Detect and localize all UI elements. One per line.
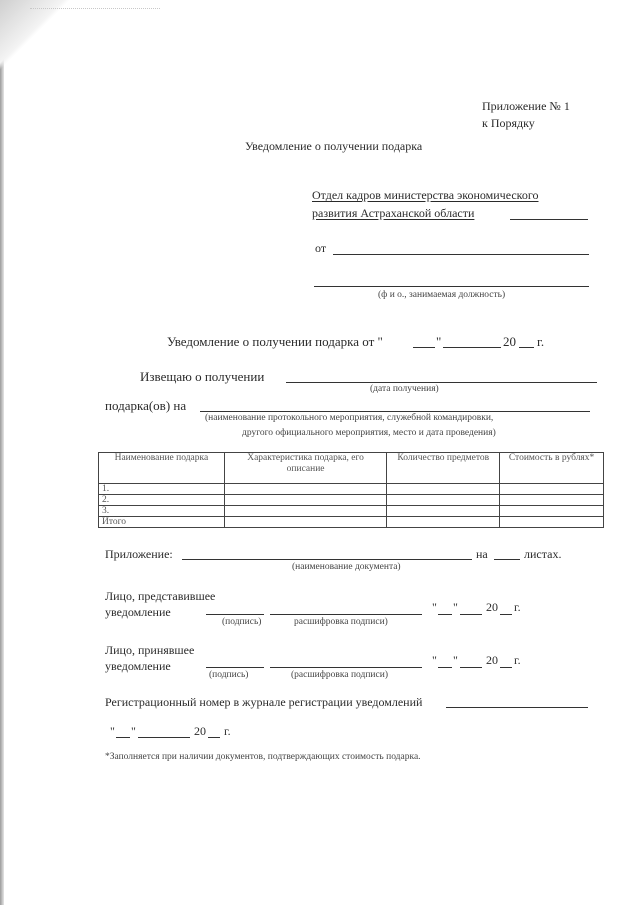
doc-title: Уведомление о получении подарка	[245, 139, 423, 153]
position-field[interactable]	[314, 286, 589, 287]
notice-year-prefix: 20	[503, 334, 516, 349]
recipient-line2: развития Астраханской области	[312, 206, 475, 220]
notice-year-field[interactable]	[519, 347, 534, 348]
acceptor-decode-field[interactable]	[270, 667, 422, 668]
event-field[interactable]	[200, 411, 590, 412]
notice-year-suffix: г.	[537, 334, 545, 349]
submitter-day-field[interactable]	[438, 614, 452, 615]
reg-date-close: "	[131, 724, 136, 738]
footnote: *Заполняется при наличии документов, подтверждающих стоимость подарка.	[105, 752, 421, 762]
col-header-cost: Стоимость в рублях*	[500, 453, 604, 484]
reg-year-field[interactable]	[208, 737, 220, 738]
appendix-line1: Приложение № 1	[482, 99, 570, 113]
scan-marks	[30, 8, 160, 23]
submitter-year: 20	[486, 600, 498, 614]
acceptor-month-field[interactable]	[460, 667, 482, 668]
row-label: 3.	[99, 506, 225, 517]
acceptor-date-close: "	[453, 653, 458, 667]
submitter-month-field[interactable]	[460, 614, 482, 615]
acceptor-g: г.	[514, 653, 521, 667]
receipt-label: Извещаю о получении	[140, 369, 265, 384]
attachment-label: Приложение:	[105, 547, 173, 561]
reg-g: г.	[224, 724, 231, 738]
submitter-decode-caption: расшифровка подписи)	[294, 617, 388, 627]
position-caption: (ф и о., занимаемая должность)	[378, 290, 506, 300]
gifts-on-label: подарка(ов) на	[105, 398, 187, 413]
receipt-caption: (дата получения)	[370, 384, 439, 394]
acceptor-decode-caption: (расшифровка подписи)	[291, 670, 388, 680]
table-total-row	[99, 517, 604, 528]
attachment-sheets-field[interactable]	[494, 559, 520, 560]
row-label: 2.	[99, 495, 225, 506]
gifts-table	[98, 452, 604, 528]
acceptor-line1: Лицо, принявшее	[105, 643, 195, 657]
table-cell[interactable]	[500, 517, 604, 528]
row-label: 1.	[99, 484, 225, 495]
submitter-year-field[interactable]	[500, 614, 512, 615]
table-row	[99, 506, 604, 517]
acceptor-year-field[interactable]	[500, 667, 512, 668]
reg-day-field[interactable]	[116, 737, 130, 738]
table-cell[interactable]	[387, 517, 500, 528]
notice-month-field[interactable]	[443, 347, 501, 348]
table-cell[interactable]	[224, 484, 387, 495]
acceptor-signature-caption: (подпись)	[209, 670, 249, 680]
notice-heading: Уведомление о получении подарка от "	[167, 334, 383, 349]
registration-number-field[interactable]	[446, 707, 588, 708]
acceptor-year: 20	[486, 653, 498, 667]
acceptor-line2: уведомление	[105, 659, 171, 673]
table-cell[interactable]	[387, 484, 500, 495]
event-caption-line1: (наименование протокольного мероприятия, служебной командировки,	[205, 413, 494, 423]
scan-edge	[0, 0, 4, 905]
recipient-line2-rest	[510, 219, 588, 220]
table-cell[interactable]	[387, 495, 500, 506]
from-field[interactable]	[333, 254, 589, 255]
notice-quote-close: "	[436, 334, 442, 349]
table-cell[interactable]	[500, 495, 604, 506]
acceptor-date-open: "	[432, 653, 437, 667]
recipient-line1: Отдел кадров министерства экономического	[312, 188, 539, 202]
table-cell[interactable]	[224, 506, 387, 517]
col-header-description: Характеристика подарка, его описание	[224, 453, 387, 484]
submitter-date-close: "	[453, 600, 458, 614]
submitter-signature-field[interactable]	[206, 614, 264, 615]
row-label: Итого	[99, 517, 225, 528]
acceptor-signature-field[interactable]	[206, 667, 264, 668]
submitter-signature-caption: (подпись)	[222, 617, 262, 627]
appendix-line2: к Порядку	[482, 116, 535, 130]
attachment-sheets: листах.	[524, 547, 562, 561]
event-caption-line2: другого официального мероприятия, место и дата проведения)	[242, 428, 496, 438]
reg-year: 20	[194, 724, 206, 738]
table-cell[interactable]	[500, 484, 604, 495]
submitter-line1: Лицо, представившее	[105, 589, 216, 603]
table-header-row	[99, 453, 604, 484]
acceptor-day-field[interactable]	[438, 667, 452, 668]
notice-day-field[interactable]	[413, 347, 435, 348]
table-row	[99, 484, 604, 495]
from-label: от	[315, 241, 327, 255]
table-cell[interactable]	[224, 517, 387, 528]
submitter-decode-field[interactable]	[270, 614, 422, 615]
reg-month-field[interactable]	[138, 737, 190, 738]
table-cell[interactable]	[224, 495, 387, 506]
attachment-field[interactable]	[182, 559, 472, 560]
submitter-date-open: "	[432, 600, 437, 614]
attachment-caption: (наименование документа)	[292, 562, 401, 572]
receipt-date-field[interactable]	[286, 382, 597, 383]
submitter-g: г.	[514, 600, 521, 614]
col-header-name: Наименование подарка	[99, 453, 225, 484]
reg-date-open: "	[110, 724, 115, 738]
table-cell[interactable]	[500, 506, 604, 517]
table-cell[interactable]	[387, 506, 500, 517]
attachment-on: на	[476, 547, 488, 561]
registration-label: Регистрационный номер в журнале регистрации уведомлений	[105, 695, 423, 709]
table-row	[99, 495, 604, 506]
col-header-quantity: Количество предметов	[387, 453, 500, 484]
submitter-line2: уведомление	[105, 605, 171, 619]
